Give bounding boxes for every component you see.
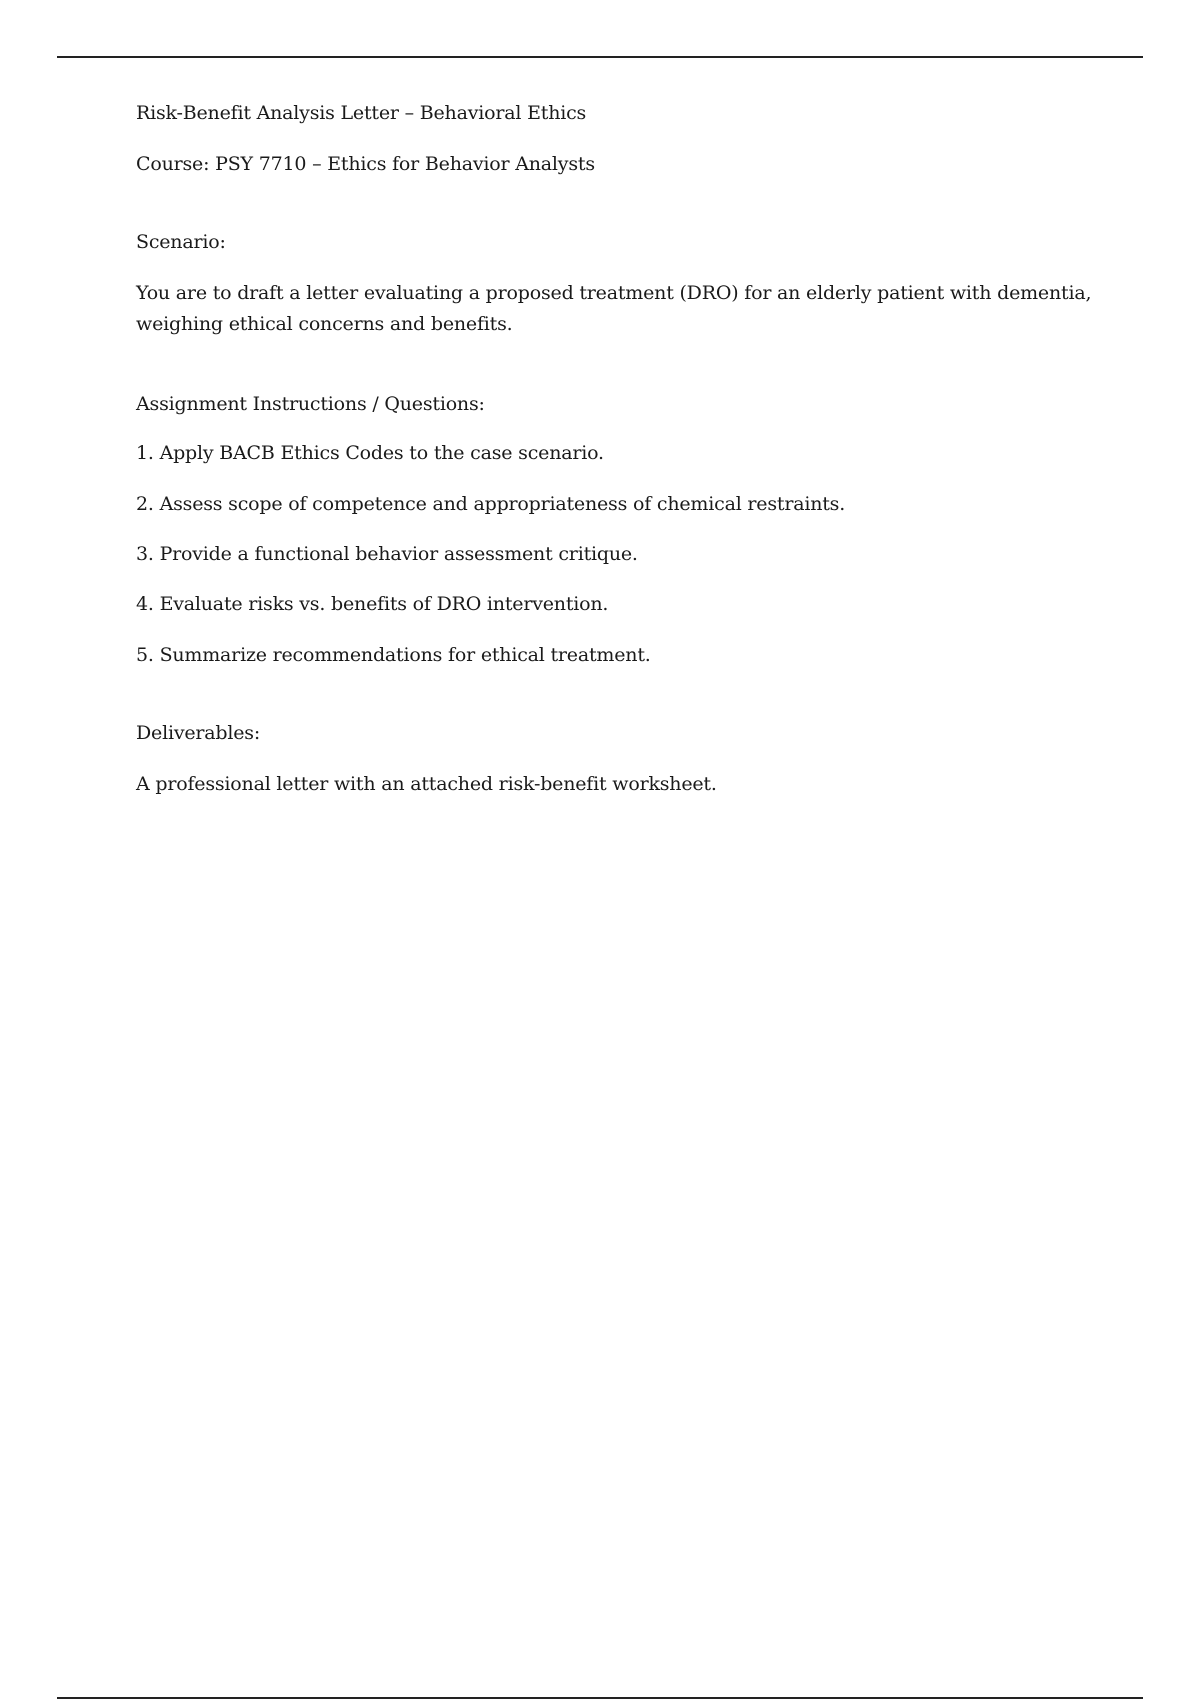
scenario-text-line-2: weighing ethical concerns and benefits. bbox=[136, 313, 513, 335]
deliverables-text: A professional letter with an attached risk-benefit worksheet. bbox=[136, 773, 717, 795]
scenario-text-line-1: You are to draft a letter evaluating a proposed treatment (DRO) for an elderly patient with dementia, bbox=[136, 282, 1092, 304]
bottom-divider bbox=[57, 1697, 1143, 1699]
deliverables-heading: Deliverables: bbox=[136, 722, 261, 744]
question-item-2: 2. Assess scope of competence and appropriateness of chemical restraints. bbox=[136, 493, 846, 515]
instructions-heading: Assignment Instructions / Questions: bbox=[136, 393, 485, 415]
question-item-3: 3. Provide a functional behavior assessment critique. bbox=[136, 543, 638, 565]
question-item-4: 4. Evaluate risks vs. benefits of DRO intervention. bbox=[136, 593, 609, 615]
top-divider bbox=[57, 56, 1143, 58]
question-item-5: 5. Summarize recommendations for ethical treatment. bbox=[136, 644, 651, 666]
scenario-heading: Scenario: bbox=[136, 231, 226, 253]
question-item-1: 1. Apply BACB Ethics Codes to the case scenario. bbox=[136, 442, 604, 464]
course-line: Course: PSY 7710 – Ethics for Behavior Analysts bbox=[136, 153, 595, 175]
document-title: Risk-Benefit Analysis Letter – Behavioral Ethics bbox=[136, 102, 587, 124]
